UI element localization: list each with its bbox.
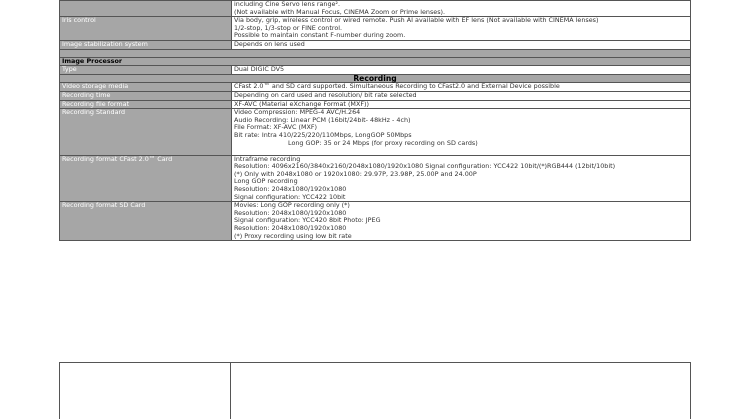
spec-value-line: Resolution: 4096x2160/3840x2160/2048x1080/1920x1080 Signal configuration: YCC422 10bit/(*)RGB444 (12bit/10bit) — [234, 162, 616, 171]
spec-row — [60, 1, 691, 17]
spec-value-line: Possible to maintain constant F-number during zoom. — [234, 31, 406, 40]
spec-value — [232, 66, 691, 75]
spec-value-line: File Format: XF-AVC (MXF) — [234, 123, 318, 132]
spec-value-line: Resolution: 2048x1080/1920x1080 — [234, 185, 347, 194]
spec-value-line: Signal configuration: YCC420 8bit Photo: JPEG — [234, 216, 381, 225]
spec-value-line: Movies: Long GOP recording only (*) — [234, 201, 350, 210]
spacer-row — [60, 49, 691, 57]
spec-value-line: Resolution: 2048x1080/1920x1080 — [234, 208, 347, 217]
spec-value-line: Depends on lens used — [234, 39, 305, 48]
spec-label: Type — [60, 66, 232, 75]
spec-value-line: XF-AVC (Material eXchange Format (MXF)) — [234, 99, 369, 108]
spec-label: Recording time — [60, 91, 232, 100]
spec-row — [60, 17, 691, 41]
spec-value-line: Intraframe recording — [234, 154, 301, 163]
spec-label: Recording file format — [60, 100, 232, 109]
spec-label: Iris control — [60, 17, 232, 41]
spec-value — [232, 155, 691, 202]
spec-row — [60, 109, 691, 156]
spec-value — [232, 109, 691, 156]
spec-value-line: Long GOP recording — [234, 177, 298, 186]
spec-value-line: (Not available with Manual Focus, CINEMA Zoom or Prime lenses). — [234, 7, 446, 16]
spec-value — [232, 17, 691, 41]
spec-value-line: Via body, grip, wireless control or wired remote. Push AI available with EF lens (Not available with CINEMA lenses) — [234, 16, 599, 25]
spec-value — [232, 40, 691, 49]
spec-row — [60, 202, 691, 241]
spec-value-line: including Cine Servo lens range². — [234, 0, 341, 8]
spec-value-line: Dual DIGIC DV5 — [234, 65, 285, 74]
spec-value-line: CFast 2.0™ and SD card supported. Simultaneous Recording to CFast2.0 and External Device possible — [234, 82, 560, 91]
spec-value — [232, 202, 691, 241]
spec-value — [232, 91, 691, 100]
spec-value-line: Resolution: 2048x1080/1920x1080 — [234, 224, 347, 233]
spec-value-line: Signal configuration: YCC422 10bit — [234, 192, 346, 201]
spec-value-line: Depending on card used and resolution/ bit rate selected — [234, 90, 417, 99]
section-title: Recording — [60, 74, 691, 83]
spec-row — [60, 155, 691, 202]
spec-value — [232, 1, 691, 17]
spec-table — [59, 0, 691, 241]
spec-row — [60, 100, 691, 109]
spec-label — [60, 1, 232, 17]
spec-row — [60, 40, 691, 49]
spec-value-line: Video Compression: MPEG-4 AVC/H.264 — [234, 108, 361, 117]
table-bottom-edge — [59, 362, 691, 419]
spec-label: Recording format CFast 2.0™ Card — [60, 155, 232, 202]
spec-value-line: 1/2-stop, 1/3-stop or FINE control. — [234, 23, 343, 32]
spec-value-line: Long GOP: 35 or 24 Mbps (for proxy recording on SD cards) — [288, 138, 478, 147]
section-title: Image Processor — [60, 57, 691, 66]
spec-value-line: (*) Only with 2048x1080 or 1920x1080: 29.97P, 23.98P, 25.00P and 24.00P — [234, 169, 477, 178]
spec-row — [60, 91, 691, 100]
section-header — [60, 57, 691, 66]
spec-label: Recording Standard — [60, 109, 232, 156]
spec-value-line: Audio Recording: Linear PCM (16bit/24bit- 48kHz - 4ch) — [234, 115, 411, 124]
spec-value-line: Bit rate: Intra 410/225/220/110Mbps, LongGOP 50Mbps — [234, 130, 412, 139]
spec-label: Image stabilization system — [60, 40, 232, 49]
spec-label: Recording format SD Card — [60, 202, 232, 241]
spec-value-line: (*) Proxy recording using low bit rate — [234, 231, 352, 240]
spec-value-line — [234, 147, 688, 155]
spec-label: Video storage media — [60, 83, 232, 92]
spec-row — [60, 66, 691, 75]
